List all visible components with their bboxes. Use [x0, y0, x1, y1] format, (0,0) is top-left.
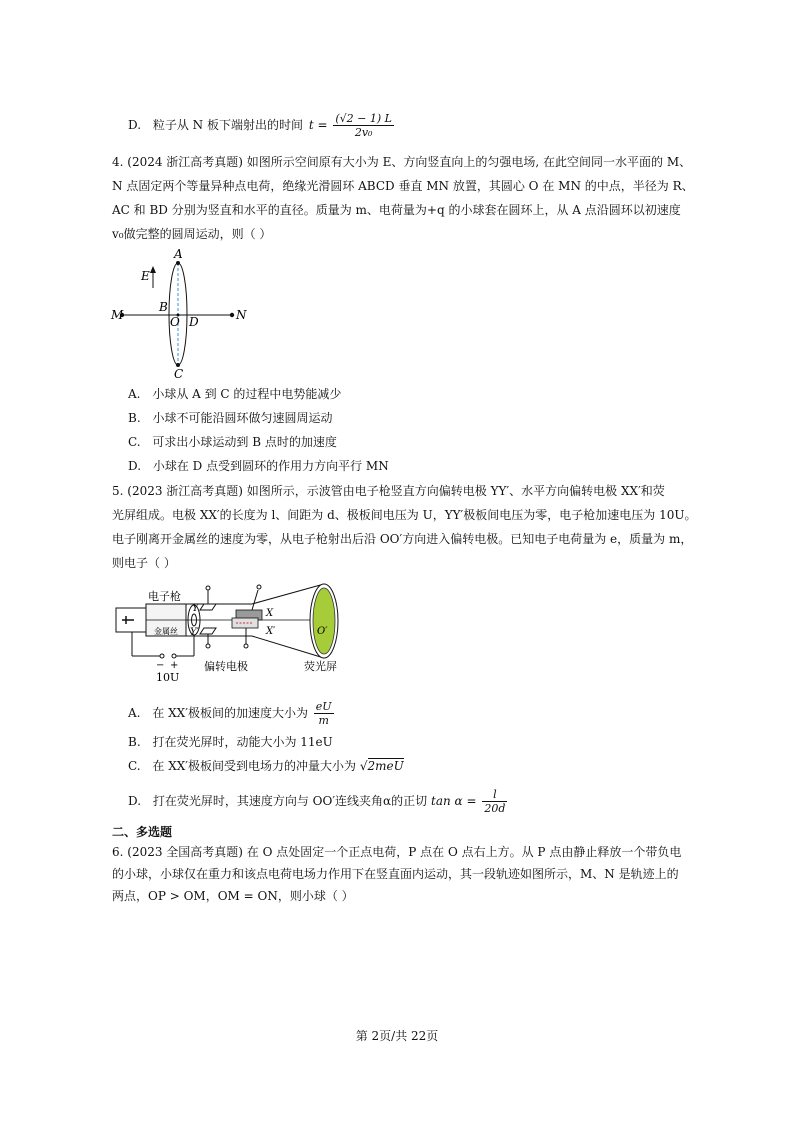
q4-line-2: N 点固定两个等量异种点电荷，绝缘光滑圆环 ABCD 垂直 MN 放置，其圆心 O 在 MN 的中点，半径为 R、 [112, 179, 694, 193]
option-label: D. [128, 118, 142, 132]
option-text: 粒子从 N 板下端射出的时间 [152, 118, 303, 132]
q4-option-a [128, 386, 341, 402]
sqrt-expression: √2meU [359, 759, 404, 773]
label-n: N [236, 308, 247, 322]
formula-fraction [482, 788, 507, 815]
fluorescent-screen [313, 588, 335, 654]
plate-yp [200, 628, 216, 634]
label-e: E [141, 269, 150, 283]
label-a: A [174, 247, 183, 261]
label-gun: 电子枪 [148, 590, 181, 603]
formula-lhs: tan α = [431, 794, 477, 808]
prev-option-d [128, 112, 396, 139]
label-yp: Y′ [190, 627, 199, 638]
option-label: C. [128, 759, 141, 773]
option-label: B. [128, 735, 141, 749]
section-title: 二、多选题 [112, 825, 173, 839]
label-o: O [170, 315, 180, 329]
q5-option-b [128, 734, 333, 750]
option-label: A. [128, 706, 141, 720]
plate-y [200, 604, 216, 610]
label-y: Y [192, 603, 199, 614]
formula-denominator: 20d [484, 802, 506, 815]
q4-option-b [128, 410, 332, 426]
formula-numerator: (√2 − 1) L [335, 112, 392, 125]
label-m: M [111, 308, 124, 322]
point-a [176, 261, 180, 265]
q5-line-2: 光屏组成。电极 XX′的长度为 l、间距为 d、极板间电压为 U，YY′极板间电压为零，电子枪加速电压为 10U。 [112, 508, 697, 522]
q4-option-d [128, 458, 389, 474]
label-op: O′ [317, 626, 328, 637]
option-text: 可求出小球运动到 B 点时的加速度 [152, 435, 337, 449]
q6-line-3: 两点，OP > OM，OM = ON，则小球（ ） [112, 889, 354, 903]
label-xp: X′ [266, 626, 276, 637]
option-label: D. [128, 794, 142, 808]
q6-line-2: 的小球，小球仅在重力和该点电荷电场力作用下在竖直面内运动，其一段轨迹如图所示，M、N 是轨迹上的 [112, 867, 679, 881]
option-text: 在 XX′极板间的加速度大小为 [152, 706, 308, 720]
label-screen: 荧光屏 [304, 660, 337, 673]
q5-option-d [128, 788, 509, 815]
q4-figure [108, 244, 258, 382]
q5-line-4: 则电子（ ） [112, 556, 176, 570]
q5-line-3: 电子刚离开金属丝的速度为零，从电子枪射出后沿 OO′方向进入偏转电极。已知电子电荷量为 e，质量为 m， [112, 532, 693, 546]
label-minus: − [156, 660, 165, 671]
formula-fraction [314, 700, 334, 727]
option-label: D. [128, 459, 142, 473]
formula-lhs: t = [308, 118, 328, 132]
label-10u: 10U [156, 671, 180, 684]
option-text: 在 XX′极板间受到电场力的冲量大小为 [152, 759, 357, 773]
label-filament: 金属丝 [154, 627, 178, 636]
label-c: C [174, 367, 184, 381]
q4-line-1: 4. (2024 浙江高考真题) 如图所示空间原有大小为 E、方向竖直向上的匀强电场, 在此空间同一水平面的 M、 [112, 155, 692, 169]
formula-denominator: 2v₀ [354, 126, 373, 139]
option-label: C. [128, 435, 141, 449]
page-number: 第 2页/共 22页 [355, 1029, 439, 1043]
q5-option-a [128, 700, 336, 727]
option-text: 小球不可能沿圆环做匀速圆周运动 [152, 411, 333, 425]
formula-numerator: l [482, 788, 507, 802]
label-x: X [266, 608, 274, 619]
label-deflect: 偏转电极 [204, 660, 248, 673]
option-label: A. [128, 387, 141, 401]
label-d: D [189, 315, 199, 329]
label-b: B [159, 300, 168, 314]
formula-denominator: m [318, 714, 329, 727]
q4-line-4: v₀做完整的圆周运动，则（ ） [112, 227, 272, 241]
q5-option-c [128, 758, 404, 774]
e-arrowhead [150, 266, 156, 273]
option-text: 打在荧光屏时，其速度方向与 OO′连线夹角α的正切 [152, 794, 428, 808]
sqrt-radicand: 2meU [367, 759, 404, 773]
formula-numerator: eU [315, 700, 332, 713]
q5-figure [112, 578, 358, 686]
option-label: B. [128, 411, 141, 425]
q5-line-1: 5. (2023 浙江高考真题) 如图所示，示波管由电子枪竖直方向偏转电极 YY′、水平方向偏转电极 XX′和荧 [112, 484, 665, 498]
q4-option-c [128, 434, 337, 450]
option-text: 小球从 A 到 C 的过程中电势能减少 [152, 387, 342, 401]
point-n [230, 313, 234, 317]
option-text: 小球在 D 点受到圆环的作用力方向平行 MN [152, 459, 389, 473]
label-plus: + [170, 660, 179, 671]
option-text: 打在荧光屏时，动能大小为 11eU [152, 735, 333, 749]
formula-fraction [333, 112, 394, 139]
q6-line-1: 6. (2023 全国高考真题) 在 O 点处固定一个正点电荷，P 点在 O 点右上方。从 P 点由静止释放一个带负电 [112, 845, 682, 859]
q4-line-3: AC 和 BD 分别为竖直和水平的直径。质量为 m、电荷量为+q 的小球套在圆环上，从 A 点沿圆环以初速度 [112, 203, 681, 217]
